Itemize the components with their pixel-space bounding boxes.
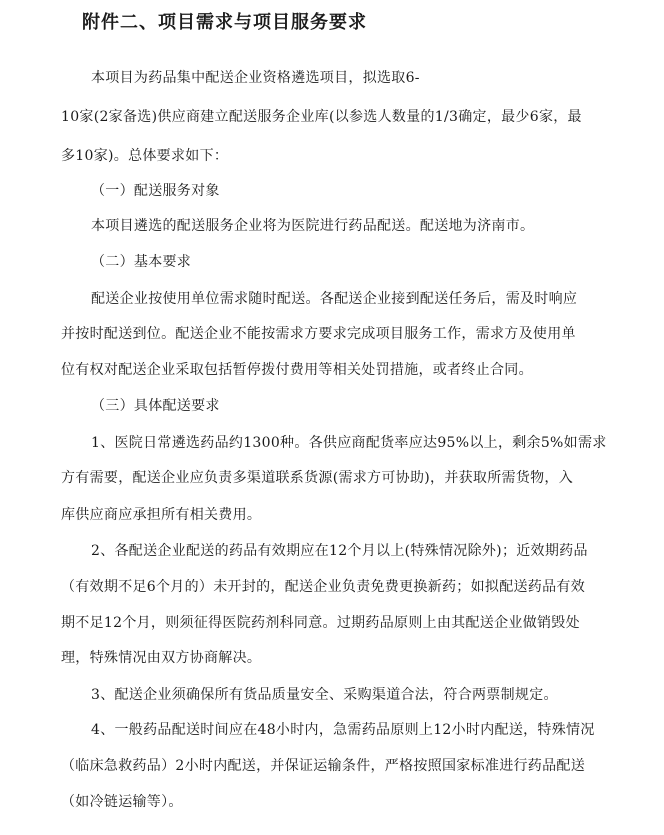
- section-2-heading: （二）基本要求: [91, 254, 192, 270]
- item-2-line-4: 理，特殊情况由双方协商解决。: [61, 650, 262, 666]
- section-2-line-2: 并按时配送到位。配送企业不能按需求方要求完成项目服务工作，需求方及使用单: [61, 326, 576, 342]
- item-4-line-2: （临床急救药品）2小时内配送，并保证运输条件，严格按照国家标准进行药品配送: [61, 758, 586, 774]
- item-4-line-3: （如冷链运输等）。: [61, 794, 183, 810]
- item-1-line-1: 1、医院日常遴选药品约1300种。各供应商配货率应达95%以上，剩余5%如需求: [91, 435, 607, 451]
- section-1-heading: （一）配送服务对象: [91, 183, 220, 199]
- intro-line-1: 本项目为药品集中配送企业资格遴选项目，拟选取6-: [91, 70, 420, 86]
- section-3-heading: （三）具体配送要求: [91, 398, 220, 414]
- page-title: 附件二、项目需求与项目服务要求: [82, 12, 367, 33]
- item-1-line-3: 库供应商应承担所有相关费用。: [61, 507, 262, 523]
- item-2-line-3: 期不足12个月，则须征得医院药剂科同意。过期药品原则上由其配送企业做销毁处: [61, 615, 580, 631]
- item-3-line-1: 3、配送企业须确保所有货品质量安全、采购渠道合法，符合两票制规定。: [91, 687, 558, 703]
- item-4-line-1: 4、一般药品配送时间应在48小时内，急需药品原则上12小时内配送，特殊情况: [91, 722, 595, 738]
- item-1-line-2: 方有需要，配送企业应负责多渠道联系货源(需求方可协助)，并获取所需货物，入: [61, 470, 574, 486]
- section-2-line-3: 位有权对配送企业采取包括暂停拨付费用等相关处罚措施，或者终止合同。: [61, 362, 533, 378]
- section-2-line-1: 配送企业按使用单位需求随时配送。各配送企业接到配送任务后，需及时响应: [91, 291, 578, 307]
- section-1-text: 本项目遴选的配送服务企业将为医院进行药品配送。配送地为济南市。: [91, 218, 535, 234]
- item-2-line-2: （有效期不足6个月的）未开封的，配送企业负责免费更换新药；如拟配送药品有效: [61, 579, 586, 595]
- item-2-line-1: 2、各配送企业配送的药品有效期应在12个月以上(特殊情况除外)；近效期药品: [91, 543, 588, 559]
- intro-line-2: 10家(2家备选)供应商建立配送服务企业库(以参选人数量的1/3确定，最少6家，最: [61, 109, 582, 125]
- intro-line-3: 多10家)。总体要求如下：: [61, 148, 229, 164]
